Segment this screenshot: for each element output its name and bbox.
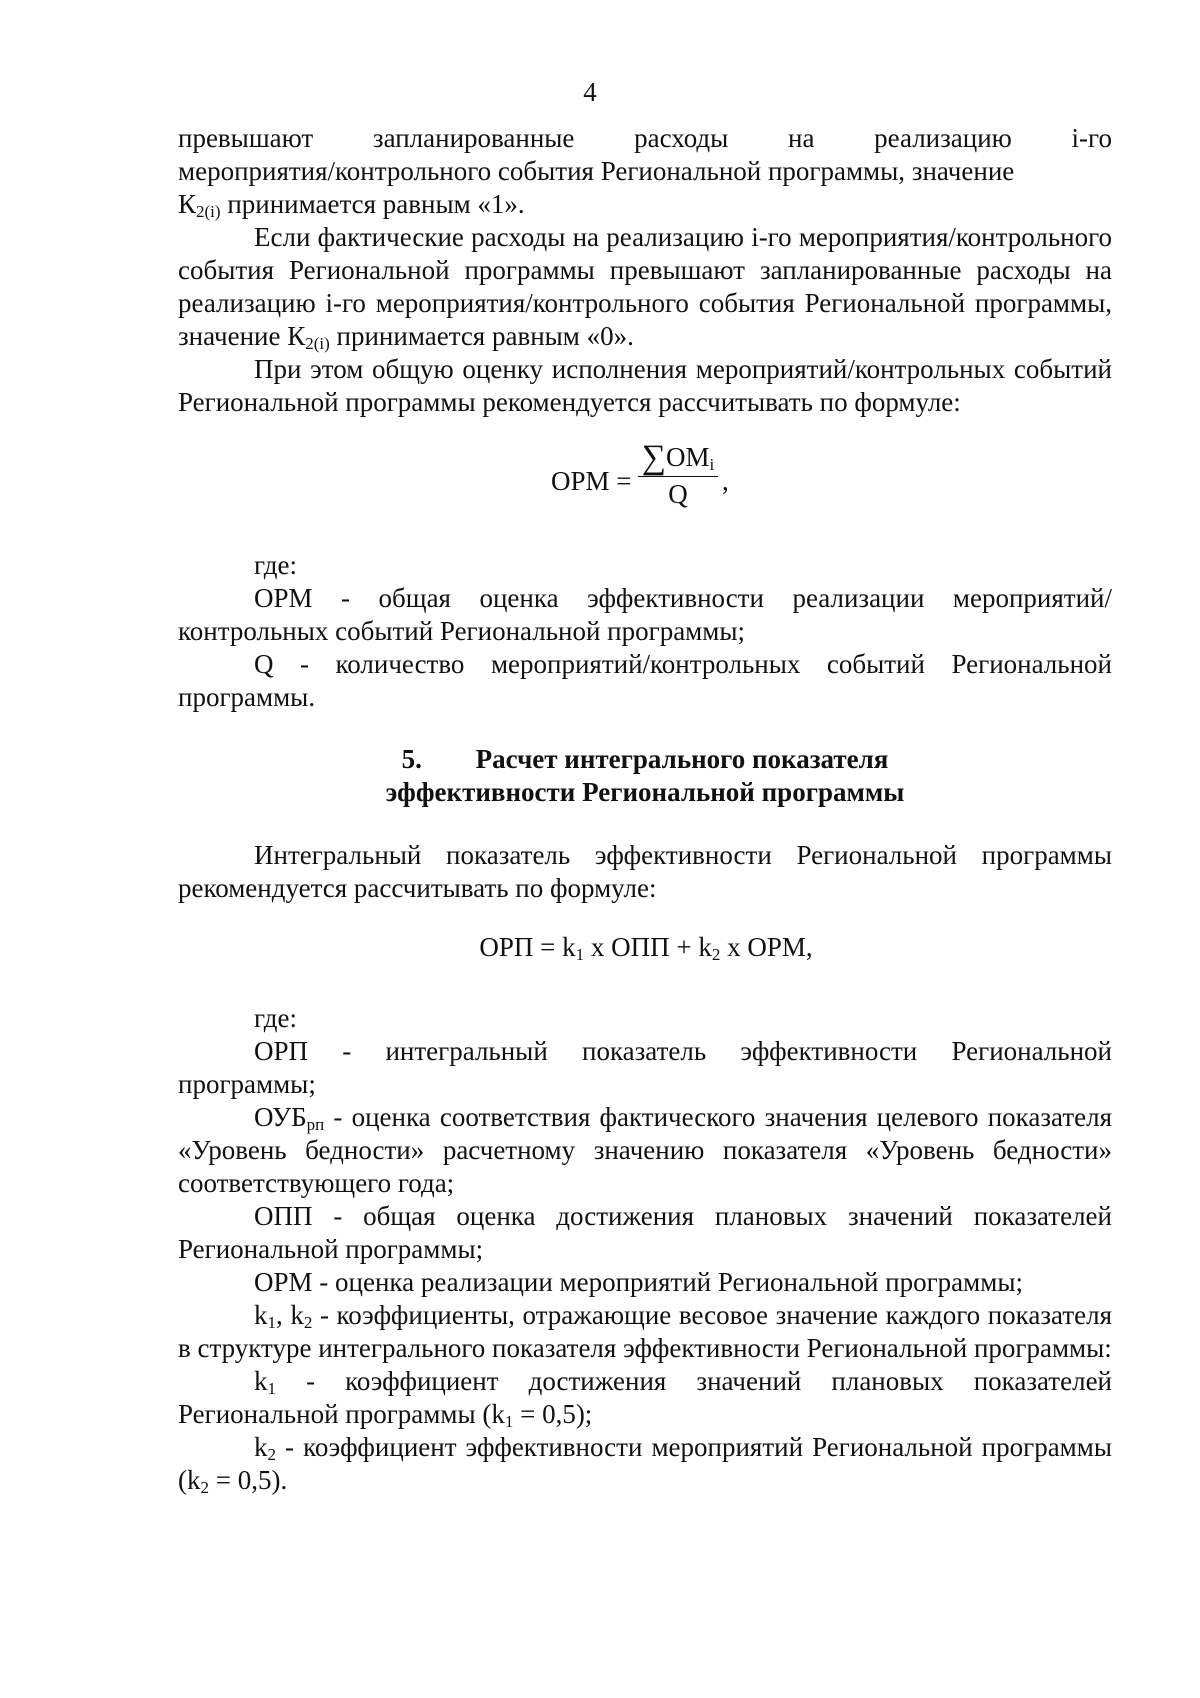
where-label-2: где: [254, 1003, 297, 1033]
definition-orp: ОРП - интегральный показатель эффективности Региональной программы; [178, 1036, 1112, 1099]
definition-q: Q - количество мероприятий/контрольных событий Региональной программы. [178, 649, 1112, 712]
formula-orm-denominator: Q [668, 479, 688, 509]
formula-orm-fraction [638, 439, 718, 511]
formula-orm-numerator: $\sum ОМ_i$ [638, 439, 718, 477]
where-label: где: [254, 550, 297, 580]
definition-oub: $ОУБ_{рп}$ - оценка соответствия фактического значения целевого показателя «Уровень бедности» расчетному значению показателя «Уровень бедности» соответствующего года; [178, 1102, 1112, 1198]
definition-orm-2: ОРМ - оценка реализации мероприятий Региональной программы; [254, 1267, 1023, 1297]
paragraph-overall-assessment: При этом общую оценку исполнения мероприятий/контрольных событий Региональной программы рекомендуется рассчитывать по формуле: [178, 354, 1112, 417]
page-content [178, 122, 1112, 1497]
formula-orp: ОРП = $k_1$ x ОПП + $k_2$ x ОРМ, [479, 932, 813, 964]
sigma-symbol: ∑ [641, 439, 666, 476]
page-number: 4 [583, 77, 597, 107]
section-title-line2: эффективности Региональной программы [385, 777, 905, 807]
definition-k1: $k_1$ - коэффициент достижения значений плановых показателей Региональной программы $(k_1 = 0,5)$; [178, 1366, 1112, 1431]
definition-k2: $k_2$ - коэффициент эффективности мероприятий Региональной программы $(k_2 = 0,5)$. [178, 1432, 1112, 1497]
section-number: 5. [401, 744, 422, 774]
paragraph-continuation-2: мероприятия/контрольного события Региональной программы, значение $К_{2(i)}$ принимается равным «1». [178, 156, 1015, 221]
paragraph-overspend: Если фактические расходы на реализацию i-го мероприятия/контрольного события Региональной программы превышают запланированные расходы на реализацию i-го мероприятия/контрольного события Региональной программы, значение $К_{2(i)}$ принимается равным «0». [178, 222, 1112, 353]
formula-orm: ОРМ = $\sum ОМ_i$ Q , [551, 439, 729, 509]
definition-k-coefficients: $k_1$, $k_2$ - коэффициенты, отражающие весовое значение каждого показателя в структуре интегрального показателя эффективности Региональной программы: [178, 1300, 1112, 1363]
section-heading [178, 743, 1112, 809]
definition-opp: ОПП - общая оценка достижения плановых значений показателей Региональной программы; [178, 1201, 1112, 1264]
paragraph-continuation: превышают запланированные расходы на реализацию i-го [178, 123, 1112, 153]
section-title-line1: Расчет интегрального показателя [475, 744, 889, 774]
definition-orm: ОРМ - общая оценка эффективности реализации мероприятий/контрольных событий Региональной программы; [178, 583, 1112, 646]
paragraph-integral-intro: Интегральный показатель эффективности Региональной программы рекомендуется рассчитывать по формуле: [178, 840, 1112, 903]
formula-orm-lhs: ОРМ = [551, 466, 632, 496]
